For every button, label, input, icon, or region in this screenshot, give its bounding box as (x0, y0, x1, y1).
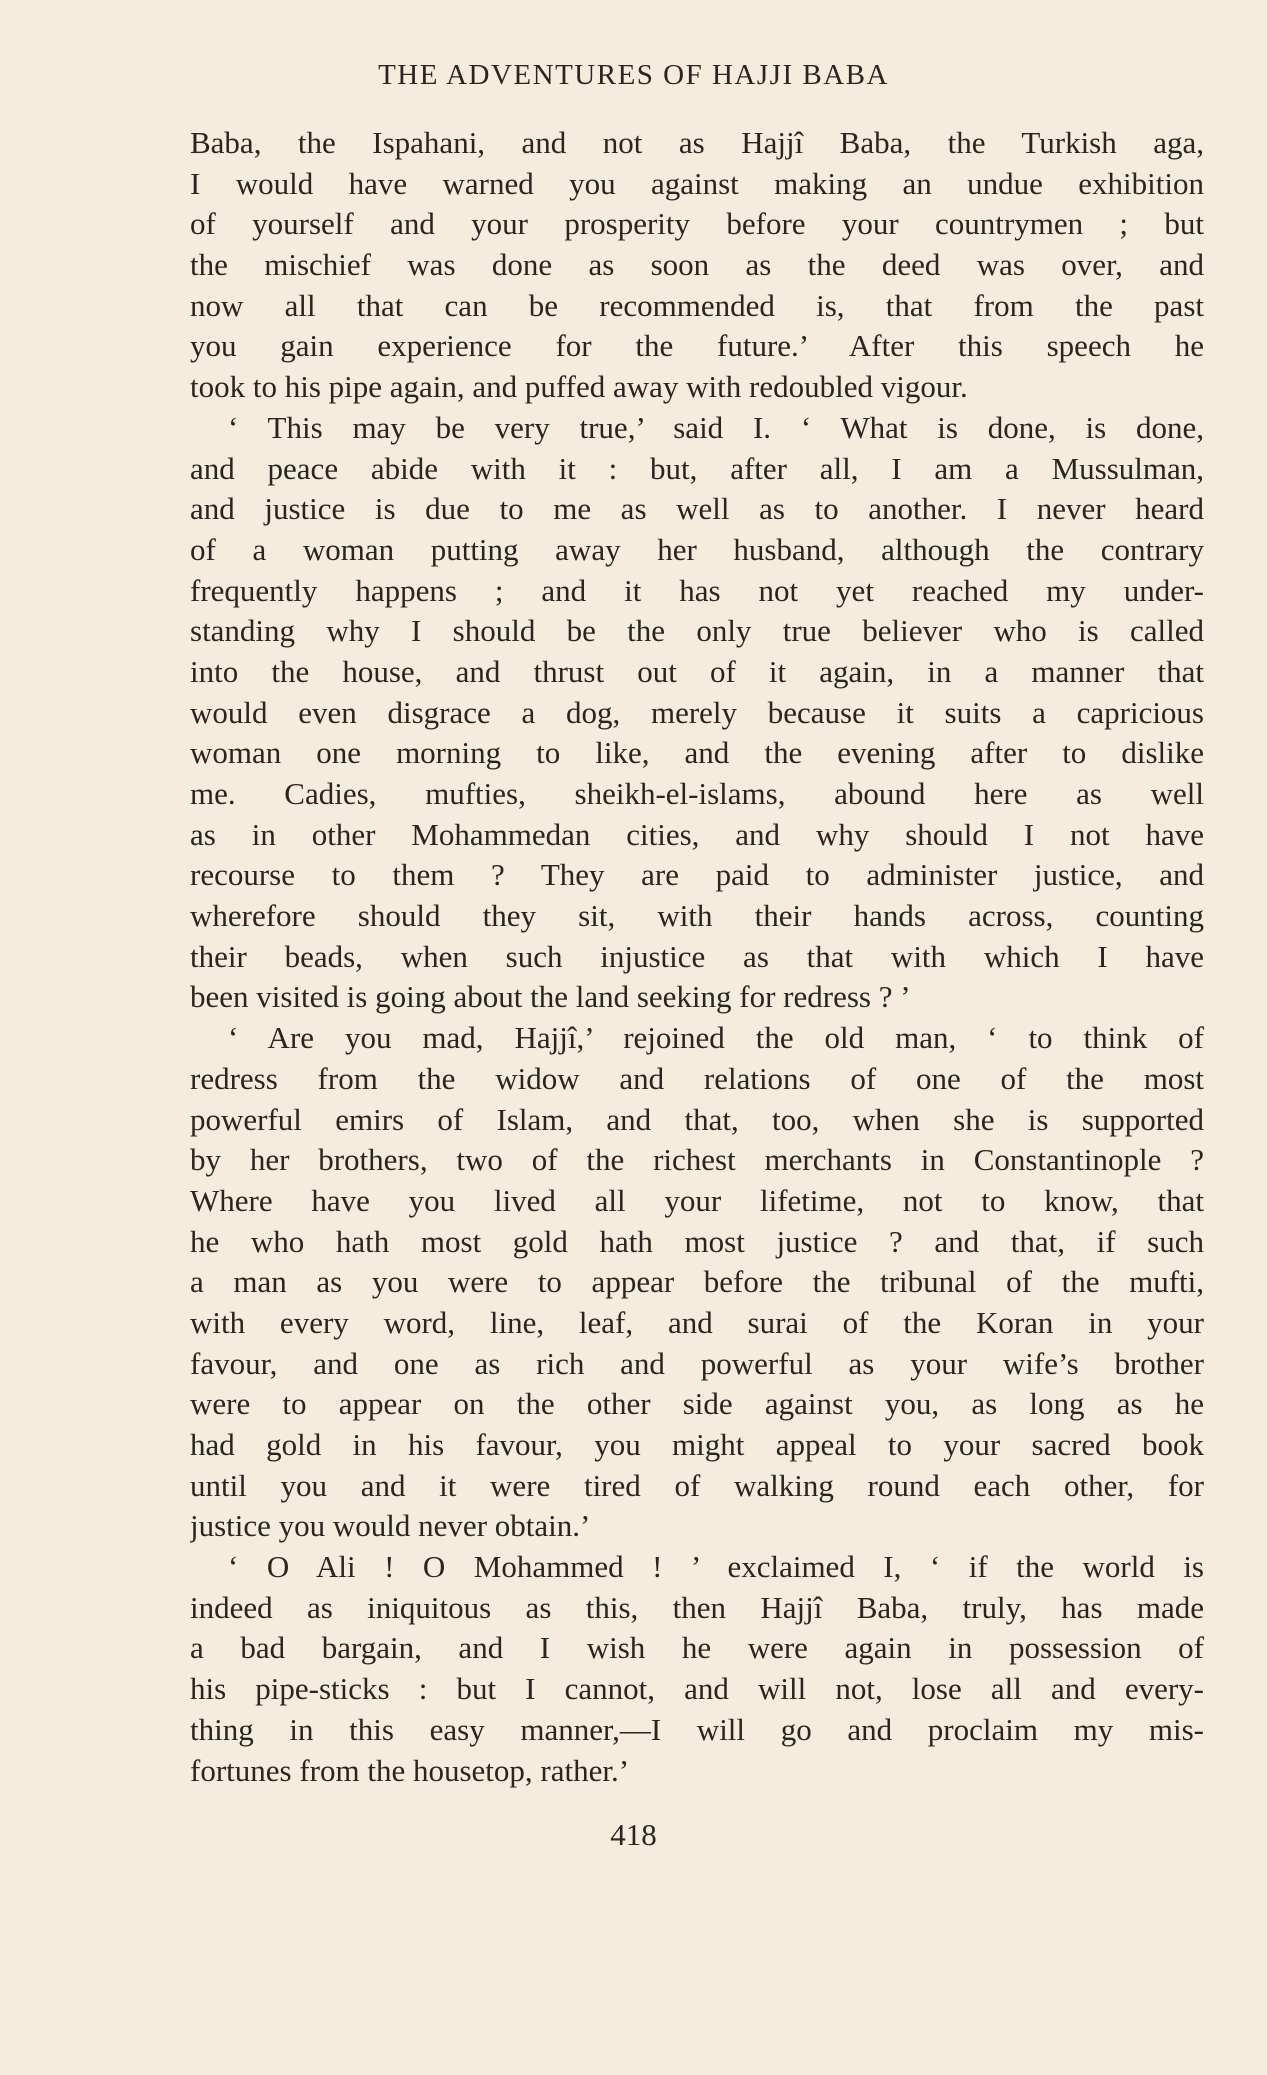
text-line: wherefore should they sit, with their hands across, counting (190, 898, 1204, 934)
text-line: fortunes from the housetop, rather.’ (190, 1752, 630, 1788)
text-line: a man as you were to appear before the tribunal of the mufti, (190, 1264, 1204, 1300)
text-line: woman one morning to like, and the evening after to dislike (190, 735, 1204, 771)
text-line: justice you would never obtain.’ (190, 1508, 591, 1544)
text-line: a bad bargain, and I wish he were again in possession of (190, 1630, 1204, 1666)
text-line: been visited is going about the land seeking for redress ? ’ (190, 979, 911, 1015)
text-line: favour, and one as rich and powerful as your wife’s brother (190, 1345, 1204, 1381)
text-line: his pipe-sticks : but I cannot, and will not, lose all and every- (190, 1671, 1204, 1707)
text-line: ‘ O Ali ! O Mohammed ! ’ exclaimed I, ‘ if the world is (228, 1549, 1204, 1585)
text-line: he who hath most gold hath most justice ? and that, if such (190, 1223, 1204, 1259)
text-line: redress from the widow and relations of one of the most (190, 1060, 1204, 1096)
text-line: had gold in his favour, you might appeal to your sacred book (190, 1427, 1204, 1462)
text-line: now all that can be recommended is, that from the past (190, 287, 1204, 323)
text-line: I would have warned you against making an undue exhibition (190, 165, 1204, 201)
text-line: as in other Mohammedan cities, and why should I not have (190, 816, 1204, 852)
text-line: were to appear on the other side against you, as long as he (190, 1386, 1204, 1422)
text-line: frequently happens ; and it has not yet reached my under- (190, 572, 1204, 608)
text-line: Where have you lived all your lifetime, not to know, that (190, 1182, 1204, 1218)
text-line: into the house, and thrust out of it again, in a manner that (190, 653, 1204, 689)
text-line: ‘ Are you mad, Hajjî,’ rejoined the old man, ‘ to think of (228, 1020, 1204, 1056)
running-head: THE ADVENTURES OF HAJJI BABA (378, 59, 889, 91)
text-line: by her brothers, two of the richest merchants in Constantinople ? (190, 1142, 1204, 1178)
text-line: until you and it were tired of walking round each other, for (190, 1467, 1204, 1503)
text-line: recourse to them ? They are paid to administer justice, and (190, 857, 1204, 893)
text-line: standing why I should be the only true believer who is called (190, 613, 1204, 649)
text-line: powerful emirs of Islam, and that, too, when she is supported (190, 1101, 1204, 1137)
text-line: Baba, the Ispahani, and not as Hajjî Baba, the Turkish aga, (190, 125, 1204, 160)
text-line: with every word, line, leaf, and surai of the Koran in your (190, 1304, 1204, 1340)
text-line: me. Cadies, mufties, sheikh-el-islams, abound here as well (190, 776, 1204, 811)
text-line: you gain experience for the future.’ After this speech he (190, 328, 1204, 364)
text-line: would even disgrace a dog, merely because it suits a capricious (190, 694, 1204, 730)
text-line: ‘ This may be very true,’ said I. ‘ What is done, is done, (228, 409, 1204, 445)
text-line: indeed as iniquitous as this, then Hajjî Baba, truly, has made (190, 1589, 1204, 1625)
page-number: 418 (610, 1817, 657, 1852)
text-line: of a woman putting away her husband, although the contrary (190, 531, 1204, 567)
text-line: and justice is due to me as well as to another. I never heard (190, 491, 1204, 527)
text-line: their beads, when such injustice as that with which I have (190, 938, 1204, 974)
text-line: thing in this easy manner,—I will go and proclaim my mis- (190, 1711, 1204, 1747)
body-text (190, 123, 1204, 1791)
text-line: and peace abide with it : but, after all, I am a Mussulman, (190, 450, 1204, 486)
text-line: the mischief was done as soon as the deed was over, and (190, 247, 1204, 283)
text-line: of yourself and your prosperity before your countrymen ; but (190, 206, 1204, 242)
text-line: took to his pipe again, and puffed away with redoubled vigour. (190, 369, 968, 405)
